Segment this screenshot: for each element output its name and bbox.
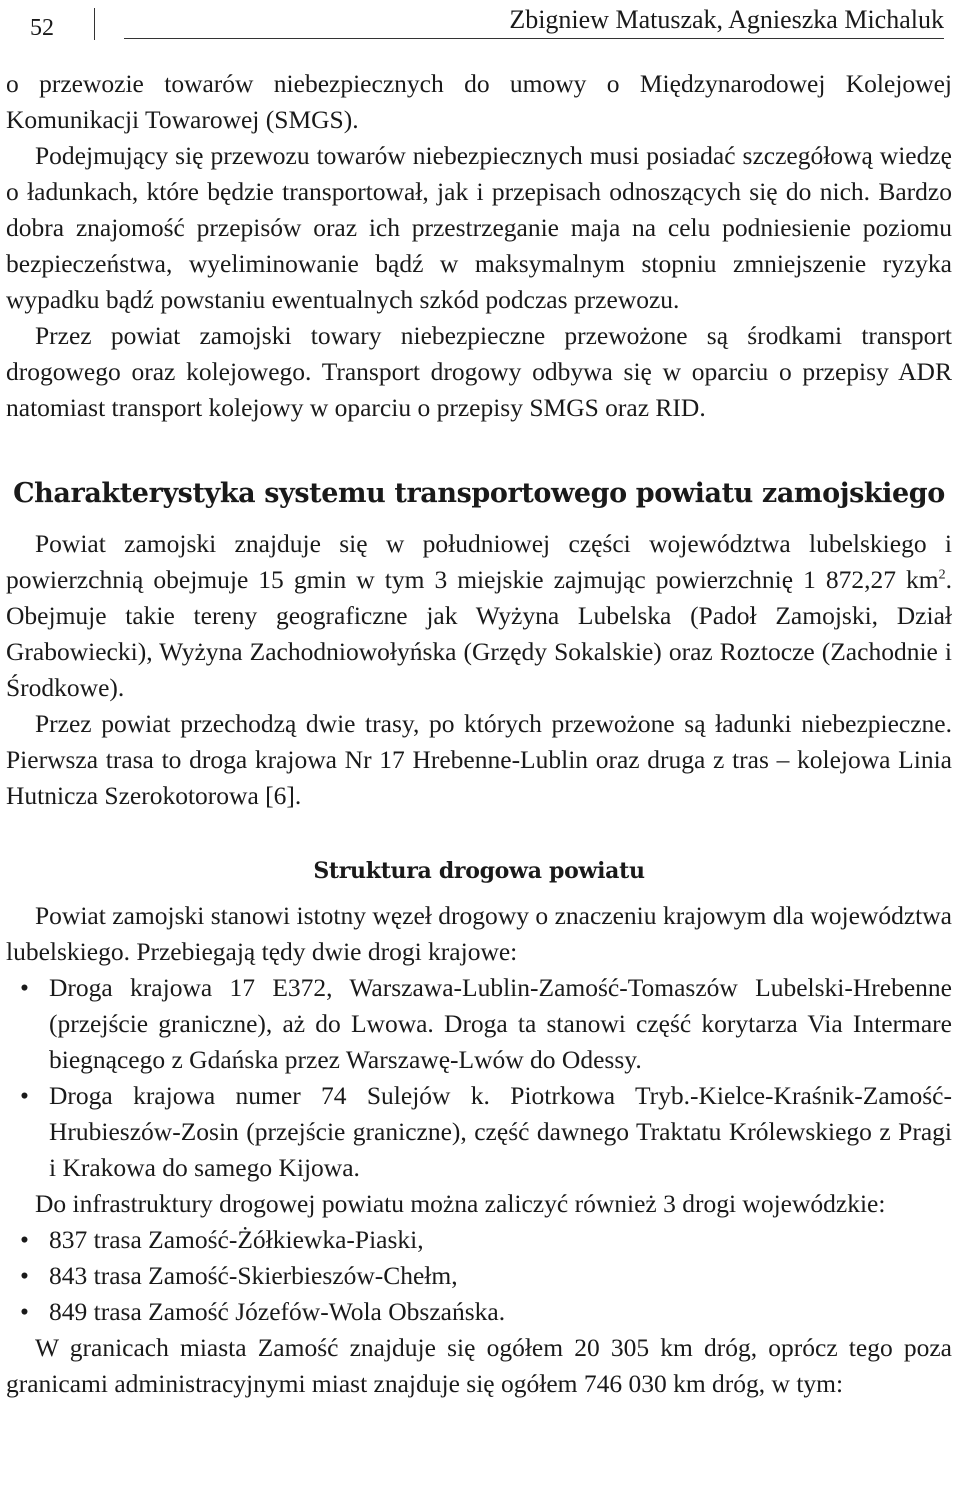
section1-paragraph-1 — [6, 526, 952, 706]
page-number: 52 — [30, 15, 54, 41]
section1-paragraph-2: Przez powiat przechodzą dwie trasy, po których przewożone są ładunki niebezpieczne. Pierwsza trasa to droga krajowa Nr 17 Hrebenne-Lublin oraz druga z tras – kolejowa Linia Hutnicza Szerokotorowa [6]. — [6, 709, 952, 810]
section-heading-transport-system: Charakterystyka systemu transportowego powiatu zamojskiego — [13, 478, 945, 509]
intro-paragraph-2-part-b: Bardzo dobra znajomość przepisów oraz ich przestrzeganie maja na celu podniesienie poziomu bezpieczeństwa, wyeliminowanie bądź w maksymalnym stopniu zmniejszenie ryzyka wypadku bądź powstaniu ewentualnych szkód podczas przewozu. — [6, 177, 952, 314]
intro-paragraph-2 — [6, 138, 952, 318]
intro-paragraph-1: o przewozie towarów niebezpiecznych do umowy o Międzynarodowej Kolejowej Komunikacji Towarowej (SMGS). — [6, 69, 952, 134]
list-item: • Droga krajowa 17 E372, Warszawa-Lublin-Zamość-Tomaszów Lubelski-Hrebenne (przejście graniczne), aż do Lwowa. Droga ta stanowi część korytarza Via Intermare biegnącego z Gdańska przez Warszawę-Lwów do Odessy. — [6, 970, 952, 1078]
list-item: • 843 trasa Zamość-Skierbieszów-Chełm, — [6, 1258, 952, 1294]
section2-paragraph-2: Do infrastruktury drogowej powiatu można zaliczyć również 3 drogi wojewódzkie: — [35, 1189, 886, 1218]
section1-paragraph-1-text-cont: . Obejmuje takie tereny geograficzne jak Wyżyna Lubelska (Padoł Zamojski, Dział Grabowiecki), Wyżyna Zachodniowołyńska (Grzędy Sokalskie) oraz Roztocze (Zachodnie i Środkowe). — [6, 565, 952, 702]
running-header — [6, 0, 952, 56]
header-divider-tick — [94, 8, 95, 40]
voivodeship-roads-list — [6, 1222, 952, 1330]
list-item: • 849 trasa Zamość Józefów-Wola Obszańska. — [6, 1294, 952, 1330]
header-rule — [124, 38, 944, 39]
section-heading-road-structure: Struktura drogowa powiatu — [313, 858, 645, 884]
superscript-2: 2 — [938, 567, 946, 583]
section2-paragraph-1: Powiat zamojski stanowi istotny węzeł drogowy o znaczeniu krajowym dla województwa lubelskiego. Przebiegają tędy dwie drogi krajowe: — [6, 901, 952, 966]
national-roads-list — [6, 970, 952, 1186]
intro-paragraph-3: Przez powiat zamojski towary niebezpieczne przewożone są środkami transport drogowego oraz kolejowego. Transport drogowy odbywa się w oparciu o przepisy ADR natomiast transport kolejowy w oparciu o przepisy SMGS oraz RID. — [6, 321, 952, 422]
list-item: • 837 trasa Zamość-Żółkiewka-Piaski, — [6, 1222, 952, 1258]
section1-paragraph-1-text: Powiat zamojski znajduje się w południowej części województwa lubelskiego i powierzchnią obejmuje 15 gmin w tym 3 miejskie zajmując powierzchnię 1 872,27 km — [6, 529, 952, 594]
running-header-authors: Zbigniew Matuszak, Agnieszka Michaluk — [509, 5, 944, 34]
section2-paragraph-3: W granicach miasta Zamość znajduje się ogółem 20 305 km dróg, oprócz tego poza granicami administracyjnymi miast znajduje się ogółem 746 030 km dróg, w tym: — [6, 1333, 952, 1398]
intro-paragraph-2-part-a: Podejmujący się przewozu towarów niebezpiecznych musi posiadać szczegółową wiedzę o ładunkach, które będzie transportował, jak i przepisach odnoszących się do nich. — [6, 141, 952, 206]
list-item: • Droga krajowa numer 74 Sulejów k. Piotrkowa Tryb.-Kielce-Kraśnik-Zamość-Hrubieszów-Zosin (przejście graniczne), część dawnego Traktatu Królewskiego z Pragi i Krakowa do samego Kijowa. — [6, 1078, 952, 1186]
